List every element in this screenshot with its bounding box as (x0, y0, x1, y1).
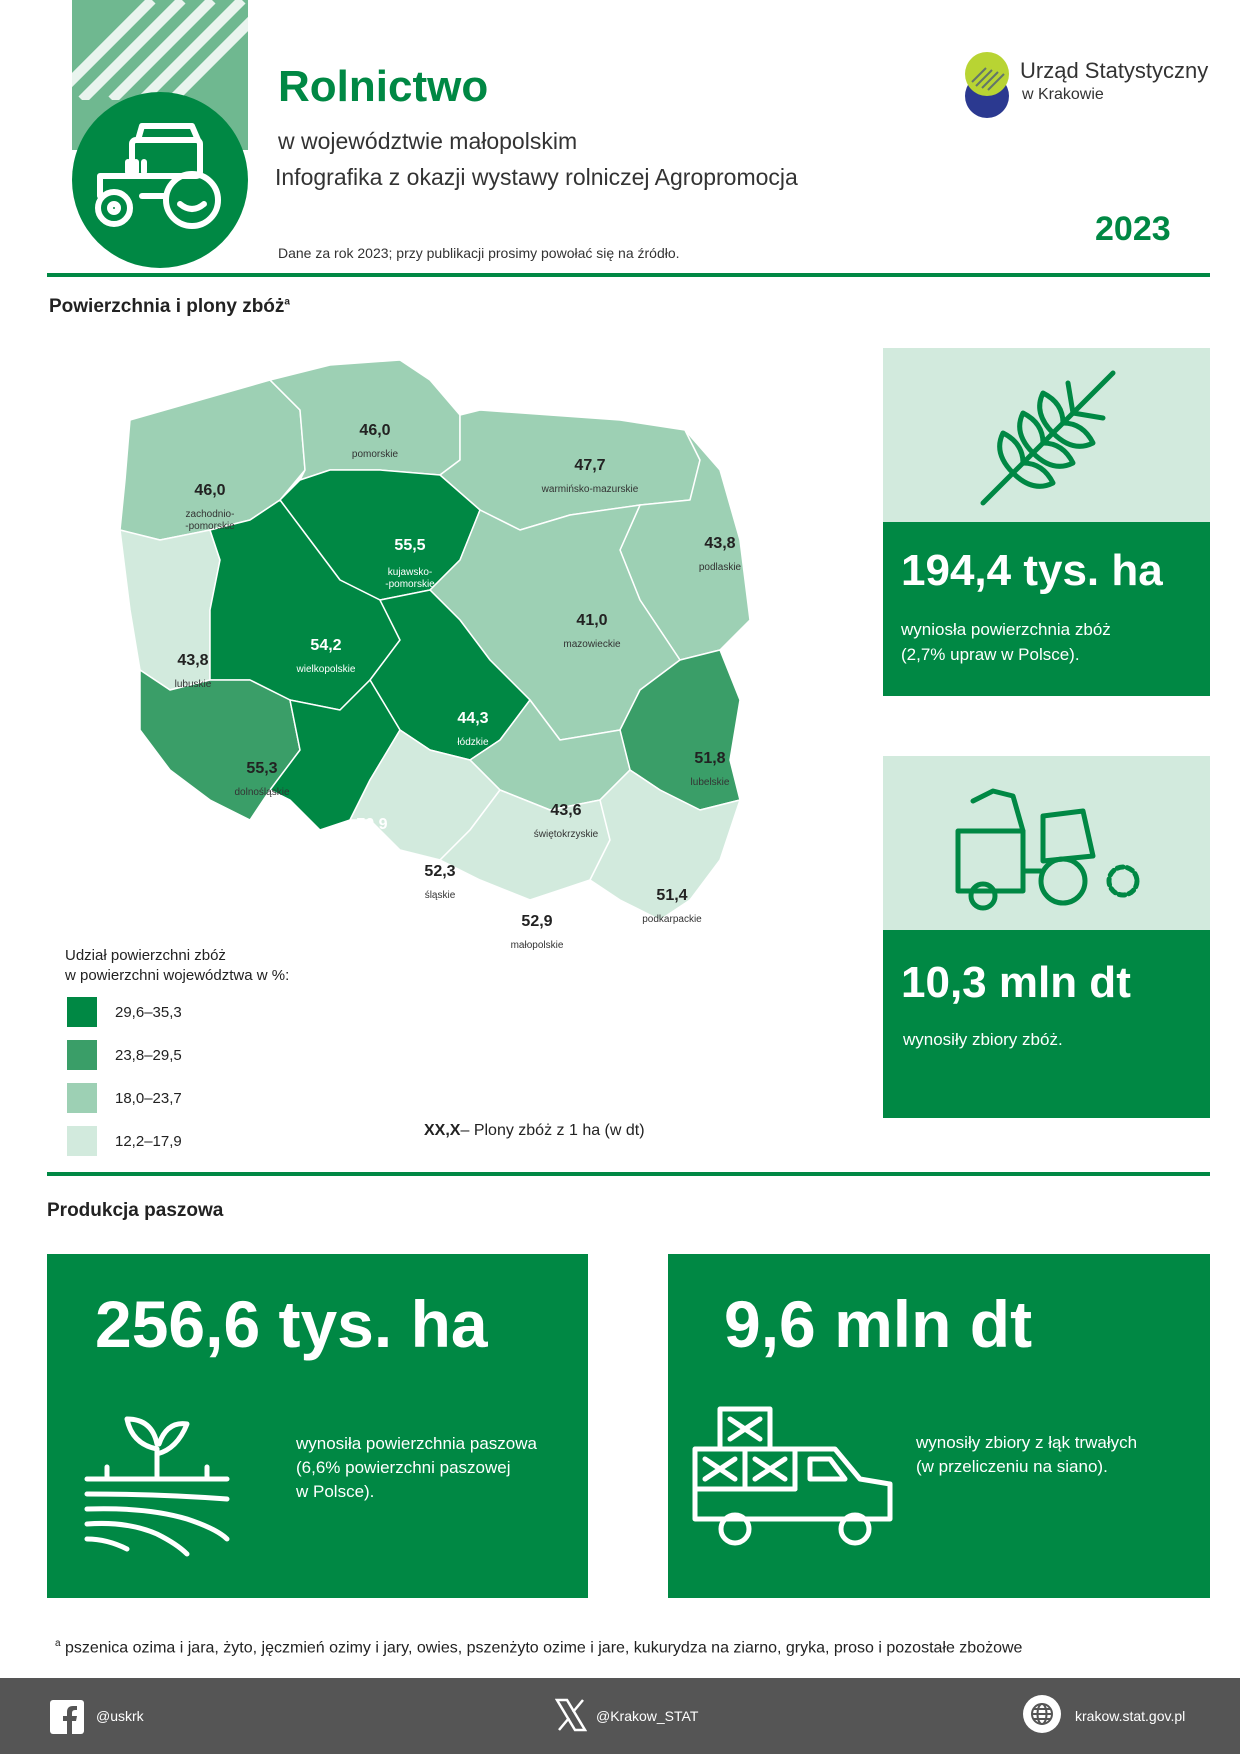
legend-label-2: 23,8–29,5 (115, 1047, 182, 1064)
svg-text:lubelskie: lubelskie (690, 777, 730, 788)
year-label: 2023 (1095, 210, 1171, 248)
x-icon[interactable] (555, 1698, 587, 1732)
source-note: Dane za rok 2023; przy publikacji prosimy powołać się na źródło. (278, 245, 680, 261)
logo-text-line2: w Krakowie (1022, 86, 1104, 103)
fodder-area-panel (47, 1254, 588, 1598)
svg-text:podlaskie: podlaskie (698, 562, 742, 573)
x-handle[interactable]: @Krakow_STAT (596, 1708, 699, 1724)
legend-label-3: 18,0–23,7 (115, 1090, 182, 1107)
svg-text:43,6: 43,6 (550, 802, 582, 819)
meadow-harvest-panel (668, 1254, 1210, 1598)
cereal-harvest-desc: wynosiły zbiory zbóż. (903, 1030, 1063, 1049)
svg-text:46,0: 46,0 (359, 422, 391, 439)
footnote: $^a$ pszenica ozima i jara, żyto, jęczmień ozimy i jary, owies, pszenżyto ozime i jare, kukurydza na ziarno, gryka, proso i pozostałe zbożowe (55, 1638, 1023, 1657)
page-title: Rolnictwo (278, 62, 489, 111)
svg-text:54,2: 54,2 (310, 637, 342, 654)
svg-text:pomorskie: pomorskie (351, 449, 399, 460)
svg-text:kujawsko-: kujawsko- (387, 567, 433, 578)
page-subtitle-occasion: Infografika z okazji wystawy rolniczej Agropromocja (275, 164, 798, 190)
svg-text:podkarpackie: podkarpackie (642, 914, 702, 925)
svg-text:zachodnio-: zachodnio- (185, 509, 235, 520)
legend-swatch-4 (67, 1126, 97, 1156)
header-divider (47, 273, 1210, 277)
legend-label-4: 12,2–17,9 (115, 1133, 182, 1150)
section-title-cereals: Powierzchnia i plony zbóż$^a$ (49, 296, 290, 317)
fodder-area-value: 256,6 tys. ha (95, 1287, 488, 1361)
plant-field-icon (77, 1399, 237, 1559)
map-label-slaskie (424, 863, 455, 901)
legend-label-1: 29,6–35,3 (115, 1004, 182, 1021)
svg-text:43,8: 43,8 (704, 535, 736, 552)
svg-text:70,9: 70,9 (356, 816, 388, 833)
wheat-icon (973, 363, 1123, 513)
facebook-handle[interactable]: @uskrk (96, 1708, 144, 1724)
stat-office-logo (962, 46, 1022, 120)
svg-text:dolnośląskie: dolnośląskie (234, 787, 290, 798)
map-label-malopolskie (511, 913, 564, 951)
svg-text:lubuskie: lubuskie (174, 679, 212, 690)
meadow-harvest-value: 9,6 mln dt (724, 1287, 1033, 1361)
svg-text:52,9: 52,9 (521, 913, 553, 930)
logo-text-line1: Urząd Statystyczny (1020, 58, 1209, 83)
svg-text:51,4: 51,4 (656, 887, 688, 904)
poland-map (100, 360, 840, 1030)
svg-text:świętokrzyskie: świętokrzyskie (533, 829, 599, 840)
yield-note: XX,X– Plony zbóż z 1 ha (w dt) (424, 1122, 645, 1139)
svg-text:-pomorskie: -pomorskie (185, 521, 235, 532)
svg-text:-pomorskie: -pomorskie (385, 579, 435, 590)
svg-text:55,3: 55,3 (246, 760, 278, 777)
svg-text:46,0: 46,0 (194, 482, 226, 499)
svg-text:mazowieckie: mazowieckie (563, 639, 621, 650)
harvester-icon-panel (883, 756, 1210, 930)
cereal-harvest-panel (883, 930, 1210, 1118)
cereal-harvest-value: 10,3 mln dt (901, 958, 1131, 1007)
legend-title: Udział powierzchni zbóż w powierzchni województwa w %: (65, 947, 290, 984)
svg-text:41,0: 41,0 (576, 612, 608, 629)
svg-text:małopolskie: małopolskie (510, 940, 564, 951)
header-badge (72, 0, 248, 268)
cereal-area-desc: wyniosła powierzchnia zbóż (2,7% upraw w Polsce). (901, 620, 1111, 664)
svg-text:warmińsko-mazurskie: warmińsko-mazurskie (541, 484, 639, 495)
page-subtitle-region: w województwie małopolskim (278, 128, 578, 154)
svg-text:52,3: 52,3 (424, 863, 456, 880)
wheat-icon-panel (883, 348, 1210, 522)
section-divider (47, 1172, 1210, 1176)
footer (0, 1678, 1240, 1754)
harvester-icon (953, 771, 1143, 911)
svg-text:opolskie: opolskie (353, 843, 391, 854)
fodder-area-desc: wynosiła powierzchnia paszowa (6,6% powierzchni paszowej w Polsce). (296, 1434, 537, 1501)
facebook-icon[interactable] (50, 1700, 84, 1734)
meadow-harvest-desc: wynosiły zbiory z łąk trwałych (w przeliczeniu na siano). (916, 1433, 1138, 1476)
svg-text:51,8: 51,8 (694, 750, 726, 767)
cereal-area-value: 194,4 tys. ha (901, 546, 1163, 595)
legend-swatch-2 (67, 1040, 97, 1070)
legend-swatch-3 (67, 1083, 97, 1113)
hay-truck-icon (690, 1404, 895, 1554)
website-link[interactable]: krakow.stat.gov.pl (1075, 1708, 1186, 1724)
svg-text:śląskie: śląskie (424, 890, 456, 901)
svg-text:43,8: 43,8 (177, 652, 209, 669)
globe-icon[interactable] (1022, 1694, 1062, 1734)
section-title-fodder: Produkcja paszowa (47, 1200, 224, 1221)
svg-text:47,7: 47,7 (574, 457, 606, 474)
svg-text:wielkopolskie: wielkopolskie (296, 664, 356, 675)
svg-text:55,5: 55,5 (394, 537, 426, 554)
cereal-area-panel (883, 522, 1210, 696)
legend-swatch-1 (67, 997, 97, 1027)
svg-text:łódzkie: łódzkie (457, 737, 489, 748)
svg-text:44,3: 44,3 (457, 710, 489, 727)
